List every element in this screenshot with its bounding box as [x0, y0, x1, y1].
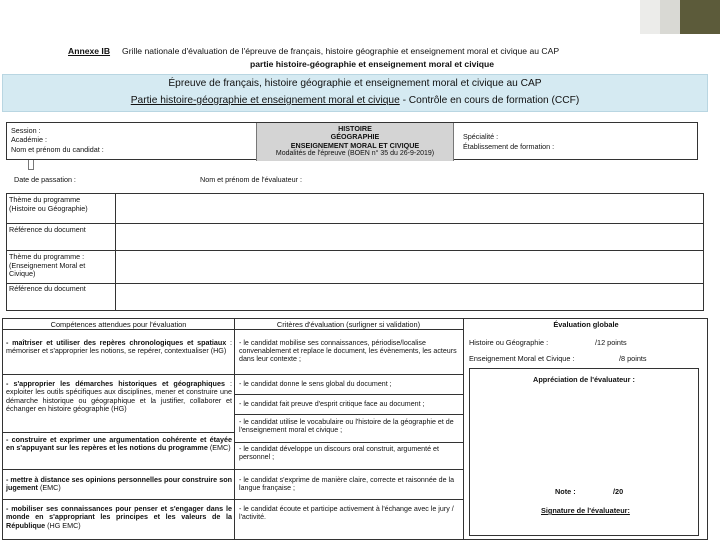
critere-6: - le candidat s'exprime de manière claire, correcte et raisonnée de la langue française ; [239, 476, 455, 493]
competence-1-bold: - maîtriser et utiliser des repères chronologiques et spatiaux [6, 338, 227, 347]
signature-label: Signature de l'évaluateur: [541, 506, 630, 515]
comp-line-1 [3, 374, 234, 375]
corner-decoration-olive [680, 0, 720, 34]
evaluateur-name-label: Nom et prénom de l'évaluateur : [200, 175, 303, 184]
theme-emc-line1: Thème du programme : [9, 252, 85, 261]
theme-emc-line2: (Enseignement Moral et [9, 260, 86, 270]
candidat-label: Nom et prénom du candidat : [11, 145, 104, 154]
competence-3-bold: - construire et exprimer une argumentation cohérente et étayée en s'appuyant sur les repères et les notions du programme [6, 435, 232, 453]
competence-2 [6, 380, 232, 413]
critere-5: - le candidat développe un discours oral construit, argumenté et personnel ; [239, 445, 439, 462]
competence-3 [6, 436, 232, 453]
specialite-label: Spécialité : [463, 132, 499, 141]
ref-doc-label-2: Référence du document [9, 284, 86, 293]
eval-divider-2 [463, 319, 464, 539]
critere-1: - le candidat mobilise ses connaissances, périodise/localise convenablement et replace le document, les évènements, les acteurs dans leur contexte ; [239, 339, 457, 364]
annexe-title [68, 46, 559, 56]
competence-4 [6, 476, 232, 493]
theme-table [6, 193, 704, 311]
banner-line-2-rest: - Contrôle en cours de formation (CCF) [399, 95, 580, 106]
competence-2-rest: : exploiter les outils spécifiques aux disciplines, mener et construire une démarche historique ou géographique et la justifier, collaborer et échanger en histoire géographie (HG) [6, 379, 233, 413]
competence-1 [6, 339, 232, 356]
subject-line-1: HISTOIRE [338, 124, 372, 133]
crit-line-4 [234, 442, 463, 443]
annexe-subtitle: partie histoire-géographie et enseignement moral et civique [250, 59, 495, 69]
crit-line-2 [234, 394, 463, 395]
comp-line-3 [3, 469, 234, 470]
crit-line-3 [234, 414, 463, 415]
competence-2-bold: - s'approprier les démarches historiques et géographiques [6, 379, 225, 388]
etablissement-label: Établissement de formation : [463, 142, 555, 151]
corner-decoration-gray [660, 0, 680, 34]
emc-points-label: Enseignement Moral et Civique : [469, 354, 575, 363]
theme-emc-label [9, 253, 85, 279]
ref-doc-row-1 [7, 224, 703, 251]
crit-line-5 [234, 469, 463, 470]
critere-4: - le candidat utilise le vocabulaire ou l'histoire de la géographie et de l'enseignement moral et civique ; [239, 418, 454, 435]
competence-3-rest: (EMC) [207, 443, 231, 453]
crit-line-6 [234, 499, 463, 500]
competence-1-rest: : mémoriser et s'approprier les notions, se repérer, contextualiser (HG) [6, 338, 232, 356]
theme-emc-row [7, 251, 703, 284]
note-label: Note : [555, 487, 576, 496]
theme-hg-row [7, 194, 703, 224]
competence-4-bold: - mettre à distance ses opinions personnelles pour construire son jugement [6, 475, 232, 493]
annexe-text: Grille nationale d'évaluation de l'épreuve de français, histoire géographie et enseignement moral et civique au CAP [122, 46, 560, 56]
academie-label: Académie : [11, 135, 47, 144]
theme-emc-line3: Civique) [9, 269, 36, 279]
emc-points-value: /8 points [619, 354, 647, 363]
note-value: /20 [613, 487, 624, 496]
date-passation-label: Date de passation : [14, 175, 76, 184]
appreciation-label: Appréciation de l'évaluateur : [533, 375, 635, 384]
crit-line-1 [234, 374, 463, 375]
theme-hg-line1: Thème du programme [9, 195, 81, 204]
hg-points-value: /12 points [595, 338, 627, 347]
subject-line-2: GÉOGRAPHIE [330, 132, 380, 142]
ref-doc-label-1: Référence du document [9, 225, 86, 234]
subject-line-3: ENSEIGNEMENT MORAL ET CIVIQUE [290, 140, 420, 150]
critere-2: - le candidat donne le sens global du document ; [239, 380, 392, 388]
eval-divider-1 [234, 319, 235, 539]
col-globale-header: Évaluation globale [553, 320, 619, 329]
competence-4-rest: (EMC) [37, 483, 61, 493]
evaluation-table [2, 318, 708, 540]
theme-hg-label [9, 196, 88, 213]
modalites-text: Modalités de l'épreuve (BOEN n° 35 du 26-9-2019) [275, 150, 435, 158]
col-criteres-header: Critères d'évaluation (surligner si validation) [276, 320, 421, 329]
exam-banner [2, 74, 708, 112]
theme-hg-line2: (Histoire ou Géographie) [9, 203, 88, 213]
subject-header-cell [256, 123, 454, 161]
bracket-mark [28, 160, 34, 170]
session-label: Session : [11, 126, 41, 135]
banner-line-2 [3, 95, 707, 106]
corner-decoration-light [640, 0, 660, 34]
eval-header-line [3, 329, 463, 330]
col-competences-header: Compétences attendues pour l'évaluation [50, 320, 187, 329]
competence-5-rest: (HG EMC) [45, 520, 81, 530]
hg-points-label: Histoire ou Géographie : [469, 338, 549, 347]
critere-7: - le candidat écoute et participe activement à l'échange avec le jury / l'activité. [239, 505, 454, 522]
banner-line-1: Épreuve de français, histoire géographie et enseignement moral et civique au CAP [168, 78, 542, 89]
competence-5 [6, 505, 232, 530]
annexe-label: Annexe IB [68, 46, 111, 56]
comp-line-2 [3, 432, 234, 433]
competence-5-bold: - mobiliser ses connaissances pour penser et s'engager dans le monde en s'appropriant les principes et les valeurs de la République [6, 504, 232, 530]
banner-line-2-underlined: Partie histoire-géographie et enseignement moral et civique [130, 95, 400, 106]
comp-line-4 [3, 499, 234, 500]
critere-3: - le candidat fait preuve d'esprit critique face au document ; [239, 400, 425, 408]
